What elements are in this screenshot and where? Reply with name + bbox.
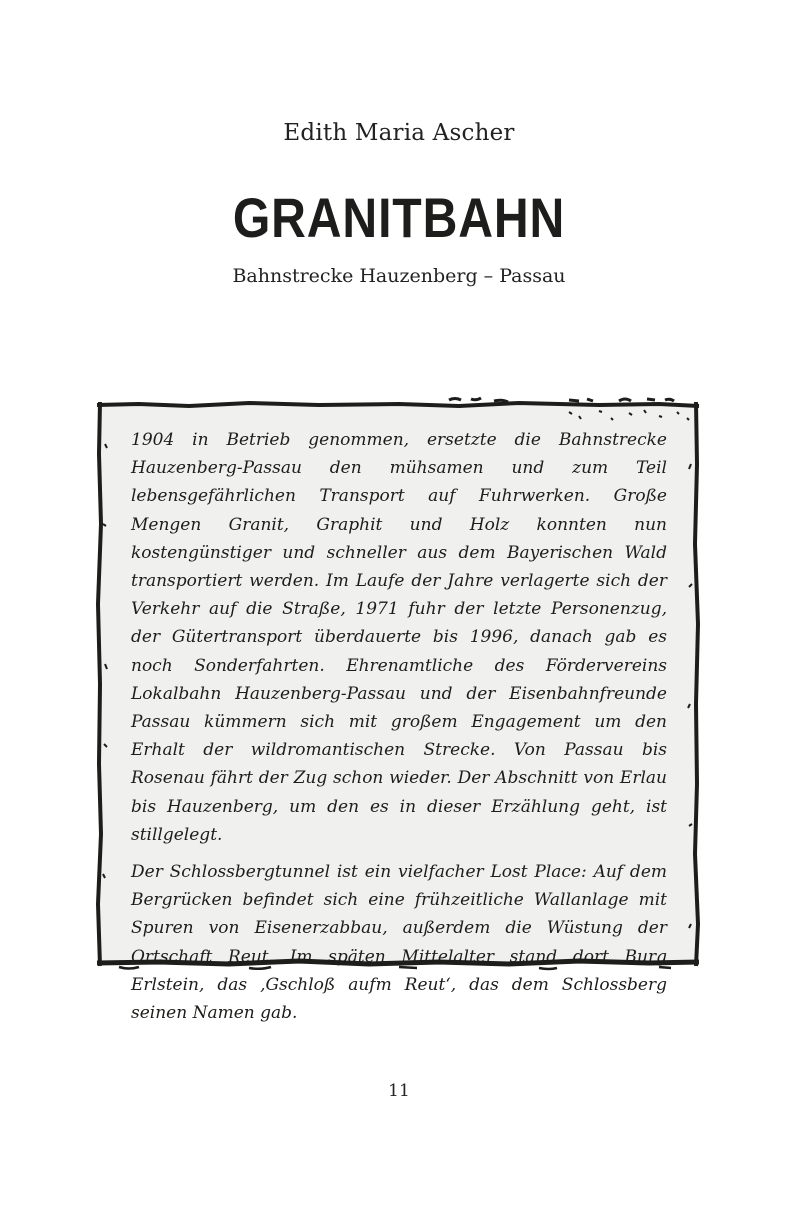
book-subtitle: Bahnstrecke Hauzenberg – Passau xyxy=(232,265,566,287)
author-name: Edith Maria Ascher xyxy=(283,120,515,146)
book-title: GRANITBAHN xyxy=(232,186,566,249)
info-paragraph-2: Der Schlossbergtunnel ist ein vielfacher Lost Place: Auf dem Bergrücken befindet sich eine frühzeitliche Wallanlage mit Spuren von Eisenerzabbau, außerdem die Wüstung der Ortschaft Reut. Im späten Mittelalter stand dort Burg Erlstein, das ‚Gschloß aufm Reut‘, das dem Schlossberg seinen Namen gab. xyxy=(131,862,667,1024)
info-paragraph-1: 1904 in Betrieb genommen, ersetzte die Bahnstrecke Hauzenberg-Passau den mühsamen und zum Teil lebensgefährlichen Transport auf Fuhrwerken. Große Mengen Granit, Graphit und Holz konnten nun kostengünstiger und schneller aus dem Bayerischen Wald transportiert werden. Im Laufe der Jahre verlagerte sich der Verkehr auf die Straße, 1971 fuhr der letzte Personenzug, der Gütertransport überdauerte bis 1996, danach gab es noch Sonderfahrten. Ehrenamtliche des Fördervereins Lokalbahn Hauzenberg-Passau und der Eisenbahnfreunde Passau kümmern sich mit großem Engagement um den Erhalt der wildromantischen Strecke. Von Passau bis Rosenau fährt der Zug schon wieder. Der Abschnitt von Erlau bis Hauzenberg, um den es in dieser Erzählung geht, ist stillgelegt. xyxy=(131,430,667,845)
info-box xyxy=(99,404,697,1024)
info-box-text xyxy=(131,426,667,1036)
page-number: 11 xyxy=(388,1081,410,1101)
